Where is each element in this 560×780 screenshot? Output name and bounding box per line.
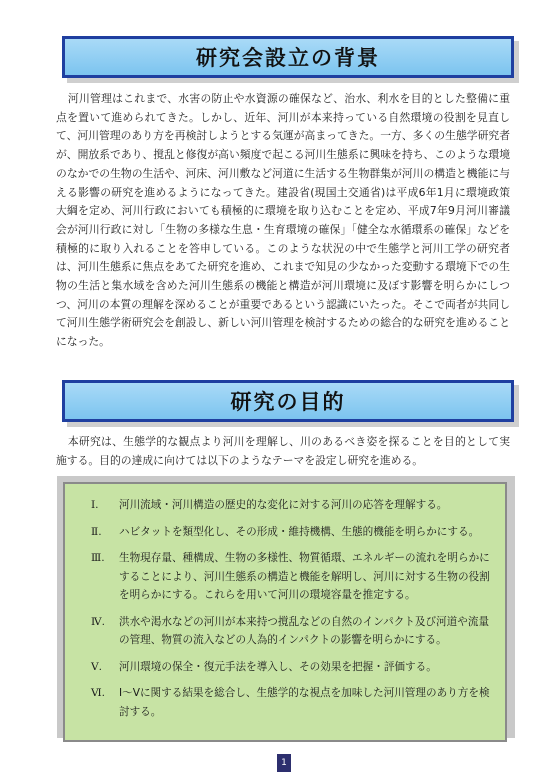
topic-number: Ⅳ. [91,615,105,628]
topic-number: Ⅰ. [91,499,99,511]
topic-item [91,496,491,515]
topic-text: 生物現存量、種構成、生物の多様性、物質循環、エネルギーの流れを明らかにすることにより、河川生態系の構造と機能を解明し、河川に対する生物の役割を明らかにする。これらを用いて河川の環境容量を推定する。 [119,552,490,601]
background-title: 研究会設立の背景 [196,46,380,70]
purpose-title: 研究の目的 [230,390,346,414]
topic-item [91,684,491,721]
research-topics-panel [57,476,515,738]
purpose-heading [62,380,514,422]
page-number: 1 [277,754,291,772]
topic-text: 河川環境の保全・復元手法を導入し、その効果を把握・評価する。 [119,660,437,673]
topic-number: Ⅵ. [91,687,106,699]
heading-box [62,36,514,78]
topic-item [91,613,491,650]
topic-number: Ⅴ. [91,660,103,673]
research-topics-box [63,482,507,742]
topic-text: 洪水や渇水などの河川が本来持つ撹乱などの自然のインパクト及び河道や流量の管理、物質の流入などの人為的インパクトの影響を明らかにする。 [119,615,490,646]
topic-item [91,658,491,677]
topic-text: 河川流域・河川構造の歴史的な変化に対する河川の応答を理解する。 [119,499,448,511]
topic-text: ハビタットを類型化し、その形成・維持機構、生態的機能を明らかにする。 [119,525,480,538]
heading-box [62,380,514,422]
topic-number: Ⅲ. [91,552,105,564]
topic-item [91,549,491,605]
purpose-paragraph: 本研究は、生態学的な観点より河川を理解し、川のあるべき姿を探ることを目的として実施する。目的の達成に向けては以下のようなテーマを設定し研究を進める。 [56,435,510,467]
topic-number: Ⅱ. [91,525,102,538]
topic-text: Ⅰ～Ⅴに関する結果を総合し、生態学的な視点を加味した河川管理のあり方を検討する。 [119,687,490,718]
topic-item [91,523,491,542]
background-paragraph: 河川管理はこれまで、水害の防止や水資源の確保など、治水、利水を目的とした整備に重点を置いて進められてきた。しかし、近年、河川が本来持っている自然環境の役割を見直して、河川管理のあり方を再検討しようとする気運が高まってきた。一方、多くの生態学研究者が、開放系であり、撹乱と修復が高い頻度で起こる河川生態系に興味を持ち、このような環境のなかでの生物の生活や、河床、河川敷など河道に生活する生物群集が河川の構造と機能に与える影響の研究を進めるようになってきた。建設省(現国土交通省)は平成6年1月に環境政策大綱を定め、河川行政においても積極的に環境を取り込むことを定め、平成7年9月河川審議会が河川行政に対し「生物の多様な生息・生育環境の確保」「健全な水循環系の確保」などを積極的に取り入れることを答申している。このような状況の中で生態学と河川工学の研究者は、河川生態系に焦点をあてた研究を進め、これまで知見の少なかった変動する環境下での生物の生活と集水域を含めた河川生態系の機能と構造が河川環境に及ぼす影響を明らかにしつつ、河川の本質の理解を深めることが重要であるという認識にいたった。そこで両者が共同して河川生態学術研究会を創設し、新しい河川管理を検討するための総合的な研究を進めることになった。 [56,92,510,349]
background-heading [62,36,514,78]
